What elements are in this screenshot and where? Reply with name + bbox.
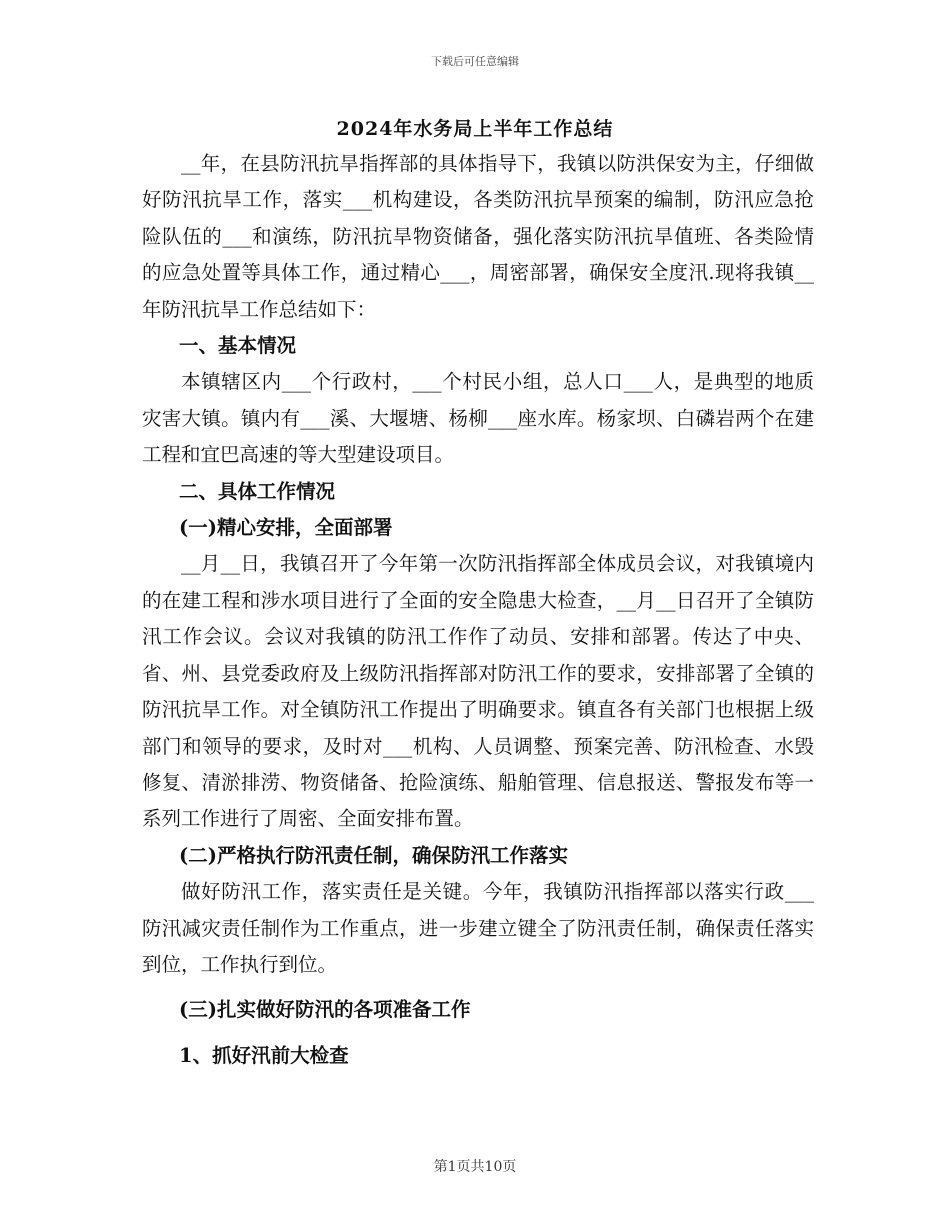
subsection-heading-2: (二)严格执行防汛责任制，确保防汛工作落实 xyxy=(179,843,568,867)
section-heading-work: 二、具体工作情况 xyxy=(179,479,336,503)
item-heading-1: 1、抓好汛前大检查 xyxy=(179,1043,349,1067)
intro-paragraph: __年，在县防汛抗旱指挥部的具体指导下，我镇以防洪保安为主，仔细做好防汛抗旱工作，落实___机构建设，各类防汛抗旱预案的编制，防汛应急抢险队伍的___和演练，防汛抗旱物资储备，强化落实防汛抗旱值班、各类险情的应急处置等具体工作，通过精心___，周密部署，确保安全度汛.现将我镇__年防汛抗旱工作总结如下： xyxy=(142,152,814,321)
section-heading-basic: 一、基本情况 xyxy=(179,334,297,358)
document-body xyxy=(142,146,814,1074)
deployment-paragraph: __月__日，我镇召开了今年第一次防汛指挥部全体成员会议，对我镇境内的在建工程和涉水项目进行了全面的安全隐患大检查，__月__日召开了全镇防汛工作会议。会议对我镇的防汛工作作了动员、安排和部署。传达了中央、省、州、县党委政府及上级防汛指挥部对防汛工作的要求，安排部署了全镇的防汛抗旱工作。对全镇防汛工作提出了明确要求。镇直各有关部门也根据上级部门和领导的要求，及时对___机构、人员调整、预案完善、防汛检查、水毁修复、清淤排涝、物资储备、抢险演练、船舶管理、信息报送、警报发布等一系列工作进行了周密、全面安排布置。 xyxy=(142,552,814,831)
spacer xyxy=(142,1029,814,1038)
subsection-heading-1: (一)精心安排，全面部署 xyxy=(179,516,393,540)
header-note: 下载后可任意编辑 xyxy=(431,55,519,68)
document-title: 2024年水务局上半年工作总结 xyxy=(336,118,614,140)
basic-paragraph: 本镇辖区内___个行政村，___个村民小组，总人口___人，是典型的地质灾害大镇。镇内有___溪、大堰塘、杨柳___座水库。杨家坝、白磷岩两个在建工程和宜巴高速的等大型建设项目。 xyxy=(142,370,814,467)
spacer xyxy=(142,983,814,992)
responsibility-paragraph: 做好防汛工作，落实责任是关键。今年，我镇防汛指挥部以落实行政___防汛减灾责任制作为工作重点，进一步建立键全了防汛责任制，确保责任落实到位，工作执行到位。 xyxy=(142,880,814,976)
subsection-heading-3: (三)扎实做好防汛的各项准备工作 xyxy=(179,998,471,1022)
page-footer: 第1页共10页 xyxy=(433,1159,517,1175)
